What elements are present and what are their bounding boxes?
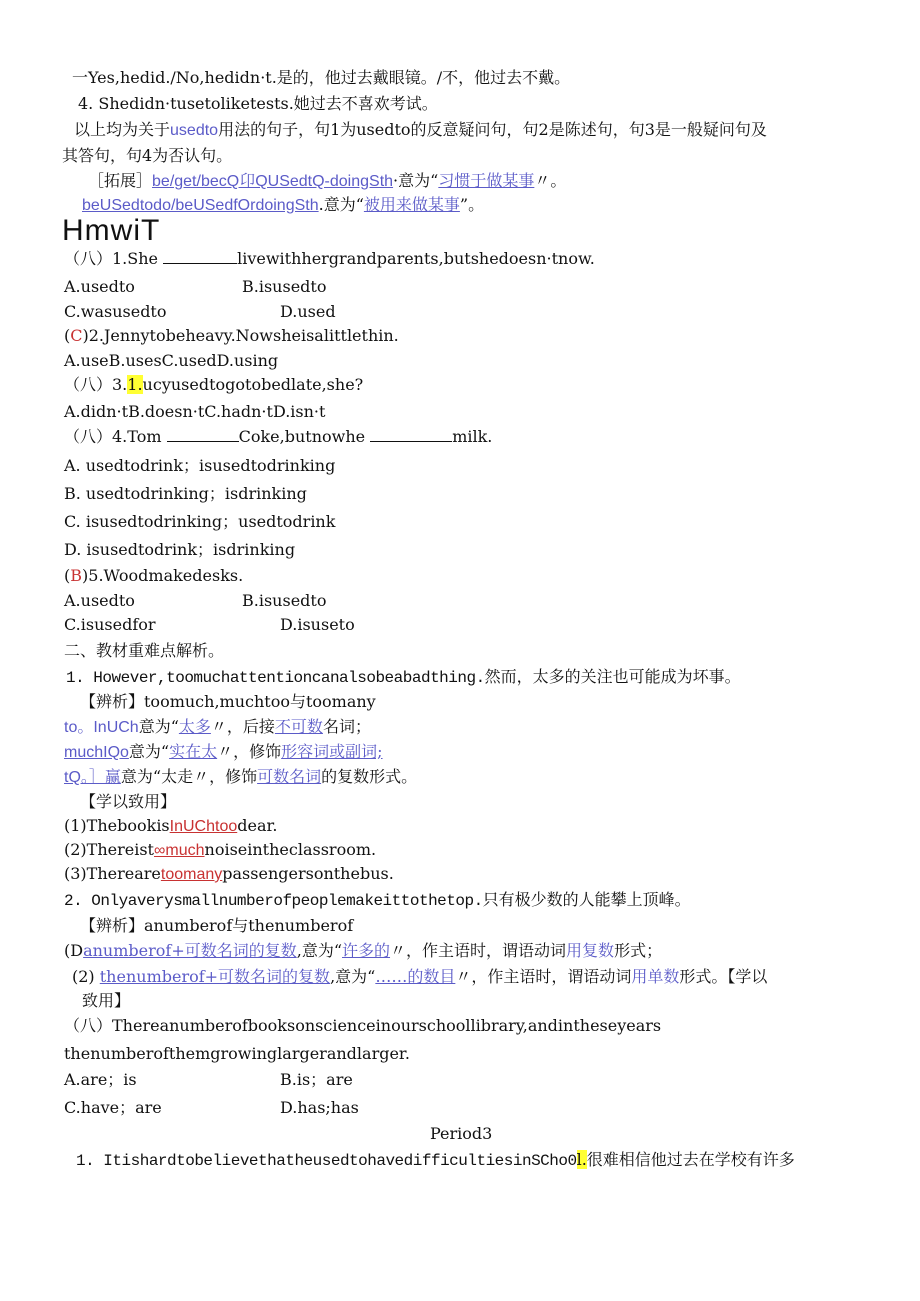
text-span: 只有极少数的人能攀上顶峰。 xyxy=(482,890,691,909)
answer-fill: thenumberof+可数名词的复数 xyxy=(99,967,331,986)
text-span: ,意为“ xyxy=(296,941,343,960)
text-span: 1. However,toomuchattentioncanalsobeabadthing. xyxy=(66,669,485,687)
question xyxy=(64,566,243,586)
text-span: ”。 xyxy=(459,195,485,214)
answer-fill: InUChtoo xyxy=(169,818,238,835)
text-span: passengersonthebus. xyxy=(222,864,394,883)
section-title: 二、教材重难点解析。 xyxy=(64,641,225,660)
option: B. usedtodrinking；isdrinking xyxy=(64,484,307,503)
option: D. isusedtodrink；isdrinking xyxy=(64,540,296,559)
text-line xyxy=(64,864,394,885)
text-span: 用法的句子，句1为usedto的反意疑问句，句2是陈述句，句3是一般疑问句及 xyxy=(218,120,767,139)
question-stem: )2.Jennytobeheavy.Nowsheisalittlethin. xyxy=(82,326,399,345)
answer-fill: toomany xyxy=(160,866,223,883)
answer-fill: 被用来做某事 xyxy=(363,195,460,214)
question: thenumberofthemgrowinglargerandlarger. xyxy=(64,1044,410,1063)
text-span: ·意为“ xyxy=(393,171,439,190)
text-line: 4. Shedidn·tusetoliketests.她过去不喜欢考试。 xyxy=(78,94,438,113)
answer-blank xyxy=(167,427,239,442)
text-span: (2) xyxy=(72,967,100,986)
text-line xyxy=(76,1150,795,1171)
text-span: 1. Itishardtobelievethatheusedtohavedifficultiesin xyxy=(76,1152,532,1170)
text-line xyxy=(64,941,662,961)
option: D.has;has xyxy=(280,1098,359,1117)
answer-fill: anumberof+可数名词的复数 xyxy=(83,941,297,960)
text-span: 以上均为关于 xyxy=(74,120,171,139)
answer-blank xyxy=(370,427,452,442)
text-line xyxy=(64,890,691,911)
question-stem: )5.Woodmakedesks. xyxy=(82,566,244,585)
text-span: 形式； xyxy=(614,941,663,960)
option: B.is；are xyxy=(280,1070,353,1089)
answer-fill: tQ。］赢 xyxy=(64,769,121,786)
text-span: 意为“ xyxy=(138,717,179,736)
option: C.isusedfor xyxy=(64,615,156,634)
text-line xyxy=(64,767,417,788)
option: A.usedto xyxy=(64,591,135,610)
text-line xyxy=(66,667,741,688)
option: A.useB.usesC.usedD.using xyxy=(64,351,279,370)
text-line: 【辨析】anumberof与thenumberof xyxy=(80,916,354,935)
question-stem: livewithhergrandparents,butshedoesn·tnow. xyxy=(237,249,595,268)
answer-fill: 习惯于做某事 xyxy=(438,171,535,190)
question-stem: （八）1.She xyxy=(64,249,164,268)
option: A.are；is xyxy=(64,1070,137,1089)
text-span: ( xyxy=(64,326,71,345)
option: B.isusedto xyxy=(242,277,327,296)
answer-fill: usedto xyxy=(170,122,219,139)
option: D.isuseto xyxy=(280,615,355,634)
option: C.have；are xyxy=(64,1098,162,1117)
answer-fill: to。InUCh xyxy=(64,719,139,736)
label: ［拓展］ xyxy=(88,171,153,190)
question-stem: ucyusedtogotobedlate,she? xyxy=(142,375,364,394)
option: A. usedtodrink；isusedtodrinking xyxy=(64,456,336,475)
text-span: ( xyxy=(64,566,71,585)
answer-fill: 用单数 xyxy=(631,967,680,986)
text-span: 形式。【学以 xyxy=(679,967,768,986)
highlight: l. xyxy=(576,1150,587,1169)
answer-fill: 许多的 xyxy=(342,941,391,960)
text-span: 〃。 xyxy=(534,171,567,190)
answer-fill: ∞much xyxy=(153,842,205,859)
text-span: 然而，太多的关注也可能成为坏事。 xyxy=(484,667,741,686)
text-line xyxy=(72,967,767,987)
text-span: 名词； xyxy=(322,717,371,736)
answer-fill: 可数名词 xyxy=(257,767,322,786)
answer-fill: 实在太 xyxy=(169,742,218,761)
answer-letter: B xyxy=(70,566,83,585)
text-line: 其答句，句4为否认句。 xyxy=(62,146,233,165)
option: B.isusedto xyxy=(242,591,327,610)
text-span: 〃，修饰 xyxy=(217,742,282,761)
question-stem: （八）4.Tom xyxy=(64,427,167,446)
question xyxy=(64,249,595,269)
text-span: (3)Thereare xyxy=(64,864,161,883)
extension-line xyxy=(82,195,484,216)
text-span: (1)Thebookis xyxy=(64,816,170,835)
text-span: dear. xyxy=(237,816,278,835)
text-span: .意为“ xyxy=(318,195,364,214)
highlight: 1. xyxy=(127,375,143,394)
answer-fill: 用复数 xyxy=(566,941,615,960)
text-span: (D xyxy=(64,941,84,960)
option: C.wasusedto xyxy=(64,302,167,321)
answer-fill: ……的数目 xyxy=(375,967,456,986)
text-line xyxy=(64,717,371,738)
text-span: （八）3. xyxy=(64,375,128,394)
text-span: 〃，后接 xyxy=(210,717,275,736)
text-span: 2. Onlyaverysmallnumberofpeoplemakeittothetop. xyxy=(64,892,483,910)
text-span: noiseintheclassroom. xyxy=(204,840,377,859)
question-stem: milk. xyxy=(452,427,493,446)
text-span: 意为“ xyxy=(128,742,170,761)
extension-line xyxy=(88,171,566,192)
answer-letter: C xyxy=(70,326,83,345)
question xyxy=(64,326,399,346)
text-line: 【辨析】toomuch,muchtoo与toomany xyxy=(80,692,376,711)
text-span: ,意为“ xyxy=(330,967,376,986)
question xyxy=(64,375,363,395)
text-span: 意为“太走〃，修饰 xyxy=(120,767,258,786)
text-line: 【学以致用】 xyxy=(80,792,177,811)
question xyxy=(64,427,492,447)
question: （八）Thereanumberofbooksonscienceinourschoollibrary,andintheseyears xyxy=(64,1016,662,1035)
text-span: 很难相信他过去在学校有许多 xyxy=(586,1150,795,1169)
text-span: 的复数形式。 xyxy=(321,767,418,786)
section-heading: HmwiT xyxy=(62,214,161,247)
text-span: SCho0 xyxy=(531,1152,577,1170)
text-line: 致用】 xyxy=(82,991,131,1010)
text-line: 一Yes,hedid./No,hedidn·t.是的，他过去戴眼镜。/不，他过去不戴。 xyxy=(72,68,571,87)
question-stem: Coke,butnowhe xyxy=(238,427,371,446)
text-span: 〃，作主语时，谓语动词 xyxy=(455,967,632,986)
answer-fill: be/get/becQ卬QUSedtQ-doingSth xyxy=(152,173,394,190)
answer-fill: 不可数 xyxy=(274,717,323,736)
answer-blank xyxy=(163,249,237,264)
text-span: 〃，作主语时，谓语动词 xyxy=(390,941,567,960)
option: D.used xyxy=(280,302,336,321)
text-span: (2)Thereist xyxy=(64,840,154,859)
option: C. isusedtodrinking；usedtodrink xyxy=(64,512,336,531)
answer-fill: 形容词或副词; xyxy=(281,742,383,761)
answer-fill: beUSedtodo/beUSedfOrdoingSth xyxy=(82,197,319,214)
answer-fill: muchIQo xyxy=(64,744,129,761)
option: A.didn·tB.doesn·tC.hadn·tD.isn·t xyxy=(64,402,326,421)
period-title: Period3 xyxy=(430,1124,493,1143)
text-line xyxy=(74,120,767,141)
text-line xyxy=(64,742,383,763)
answer-fill: 太多 xyxy=(178,717,211,736)
option: A.usedto xyxy=(64,277,135,296)
text-line xyxy=(64,840,376,861)
text-line xyxy=(64,816,277,837)
